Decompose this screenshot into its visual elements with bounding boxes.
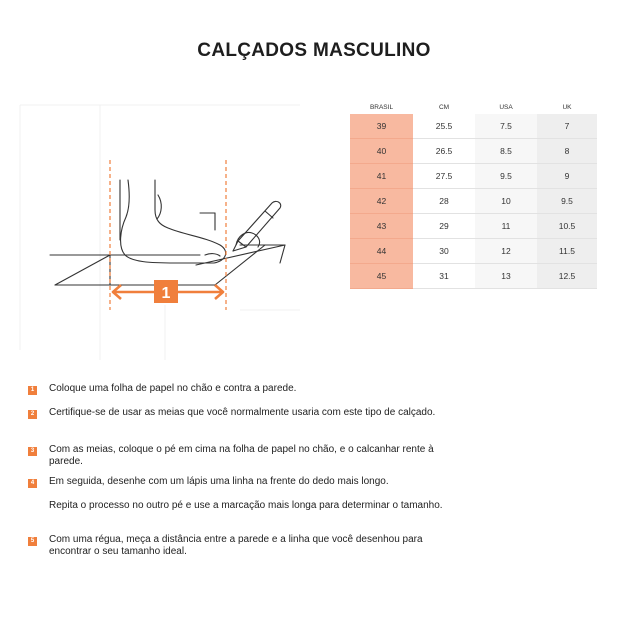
cell-usa: 11 xyxy=(475,214,537,239)
cell-uk: 9.5 xyxy=(537,189,597,214)
cell-usa: 13 xyxy=(475,264,537,289)
measure-marker-label: 1 xyxy=(161,285,171,302)
header-cm: CM xyxy=(438,103,450,111)
cell-cm: 27.5 xyxy=(413,164,475,189)
cell-uk: 12.5 xyxy=(537,264,597,289)
step-number-badge: 4 xyxy=(28,479,37,488)
step-text: Coloque uma folha de papel no chão e contra a parede. xyxy=(49,383,297,394)
step-text: Em seguida, desenhe com um lápis uma linha na frente do dedo mais longo. xyxy=(49,476,389,487)
foot-measurement-illustration xyxy=(0,95,310,365)
cell-usa: 10 xyxy=(475,189,537,214)
table-row xyxy=(350,139,597,164)
table-row xyxy=(350,264,597,289)
cell-uk: 10.5 xyxy=(537,214,597,239)
cell-uk: 9 xyxy=(537,164,597,189)
header-brasil: BRASIL xyxy=(369,103,394,111)
table-row xyxy=(350,114,597,139)
cell-uk: 7 xyxy=(537,114,597,139)
cell-usa: 9.5 xyxy=(475,164,537,189)
step-text: Com as meias, coloque o pé em cima na folha de papel no chão, e o calcanhar rente à parede. xyxy=(49,444,434,467)
cell-cm: 25.5 xyxy=(413,114,475,139)
header-uk: UK xyxy=(562,103,572,111)
table-row xyxy=(350,214,597,239)
cell-cm: 30 xyxy=(413,239,475,264)
cell-usa: 7.5 xyxy=(475,114,537,139)
cell-cm: 29 xyxy=(413,214,475,239)
size-table-header xyxy=(350,100,597,114)
table-row xyxy=(350,189,597,214)
header-usa: USA xyxy=(499,103,513,111)
cell-brasil: 40 xyxy=(350,139,413,164)
step-number-badge: 1 xyxy=(28,386,37,395)
cell-brasil: 42 xyxy=(350,189,413,214)
step-text: Com uma régua, meça a distância entre a parede e a linha que você desenhou para encontrar o seu tamanho ideal. xyxy=(49,534,423,557)
cell-brasil: 44 xyxy=(350,239,413,264)
cell-brasil: 43 xyxy=(350,214,413,239)
size-table xyxy=(350,100,597,289)
table-row xyxy=(350,164,597,189)
cell-cm: 26.5 xyxy=(413,139,475,164)
cell-brasil: 41 xyxy=(350,164,413,189)
step-number-badge: 3 xyxy=(28,447,37,456)
cell-usa: 12 xyxy=(475,239,537,264)
cell-brasil: 45 xyxy=(350,264,413,289)
cell-cm: 28 xyxy=(413,189,475,214)
cell-cm: 31 xyxy=(413,264,475,289)
step-number-badge: 5 xyxy=(28,537,37,546)
step-number-badge: 2 xyxy=(28,410,37,419)
table-row xyxy=(350,239,597,264)
step-text: Certifique-se de usar as meias que você normalmente usaria com este tipo de calçado. xyxy=(49,407,436,418)
step-text: Repita o processo no outro pé e use a marcação mais longa para determinar o tamanho. xyxy=(49,500,443,511)
cell-uk: 11.5 xyxy=(537,239,597,264)
page-title: CALÇADOS MASCULINO xyxy=(197,40,431,61)
cell-brasil: 39 xyxy=(350,114,413,139)
cell-uk: 8 xyxy=(537,139,597,164)
cell-usa: 8.5 xyxy=(475,139,537,164)
